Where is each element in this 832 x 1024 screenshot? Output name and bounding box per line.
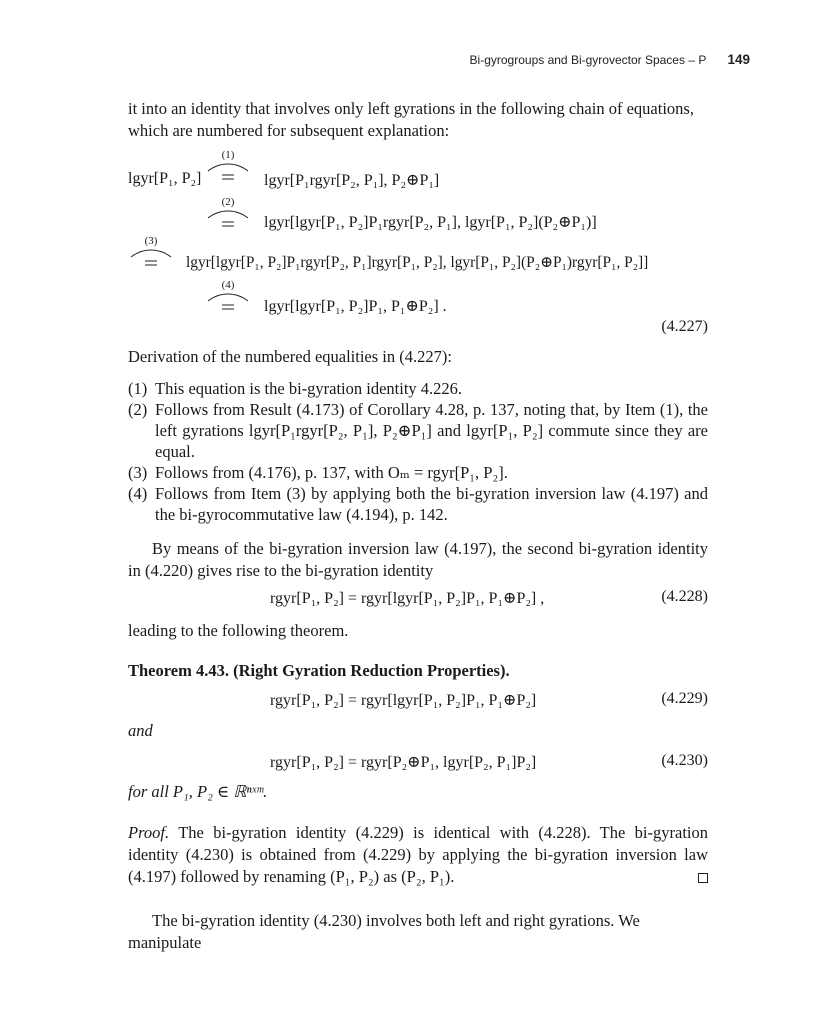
overset-brace-icon xyxy=(205,208,251,232)
overset-label-2: (2) xyxy=(221,196,235,208)
list-item-text: Follows from Item (3) by applying both the bi-gyration inversion law (4.197) and the bi-gyrocommutative law (4.194), p. 142. xyxy=(155,484,708,524)
quantifier-line: for all P₁, P₂ ∈ ℝⁿˣᵐ. xyxy=(128,782,268,801)
equation-number: (4.230) xyxy=(661,752,708,769)
equation-expression: rgyr[P₁, P₂] = rgyr[P₂⊕P₁, lgyr[P₂, P₁]P₂] xyxy=(270,754,537,771)
overset-equal-2 xyxy=(205,197,251,232)
list-item xyxy=(128,483,708,525)
list-item xyxy=(128,462,708,483)
equation-number: (4.228) xyxy=(661,588,708,605)
list-item xyxy=(128,378,708,399)
list-item-label: (1) xyxy=(128,379,148,398)
derivation-list xyxy=(128,378,708,525)
running-title: Bi-gyrogroups and Bi-gyrovector Spaces – P xyxy=(469,53,707,67)
qed-square-icon xyxy=(698,873,708,883)
list-item-label: (4) xyxy=(128,484,148,503)
chain-step-2: lgyr[lgyr[P₁, P₂]P₁rgyr[P₂, P₁], lgyr[P₁, P₂](P₂⊕P₁)] xyxy=(264,214,597,231)
list-item xyxy=(128,399,708,462)
equation-expression: rgyr[P₁, P₂] = rgyr[lgyr[P₁, P₂]P₁, P₁⊕P₂] , xyxy=(270,590,545,607)
chain-step-4: lgyr[lgyr[P₁, P₂]P₁, P₁⊕P₂] . xyxy=(264,298,447,315)
chain-step-3: lgyr[lgyr[P₁, P₂]P₁rgyr[P₂, P₁]rgyr[P₁, P₂], lgyr[P₁, P₂](P₂⊕P₁)rgyr[P₁, P₂]] xyxy=(186,254,649,271)
equation-number-4-227: (4.227) xyxy=(661,318,708,335)
proof-text: The bi-gyration identity (4.229) is identical with (4.228). The bi-gyration identity (4.230) is obtained from (4.229) by applying the bi-gyration inversion law (4.197) followed by renaming (P₁, P₂) as (P₂, P₁). xyxy=(128,823,708,886)
list-item-text: This equation is the bi-gyration identity 4.226. xyxy=(155,379,463,398)
overset-brace-icon xyxy=(205,291,251,315)
proof-label: Proof. xyxy=(128,823,170,842)
overset-equal-1 xyxy=(205,150,251,185)
intro-paragraph: it into an identity that involves only left gyrations in the following chain of equations, which are numbered for subsequent explanation: xyxy=(128,99,694,140)
theorem-title: Theorem 4.43. (Right Gyration Reduction Properties). xyxy=(128,661,510,680)
overset-brace-icon xyxy=(205,161,251,185)
leading-sentence: leading to the following theorem. xyxy=(128,621,349,640)
list-item-text: Follows from Result (4.173) of Corollary 4.28, p. 137, noting that, by Item (1), the left gyrations lgyr[P₁rgyr[P₂, P₁], P₂⊕P₁] and lgyr[P₁, P₂] commute since they are equal. xyxy=(155,400,708,461)
closing-line: The bi-gyration identity (4.230) involves both left and right gyrations. We manipulate xyxy=(128,911,640,952)
list-item-label: (2) xyxy=(128,400,148,419)
overset-label-3: (3) xyxy=(144,235,158,247)
running-header xyxy=(128,52,750,67)
chain-step-1: lgyr[P₁rgyr[P₂, P₁], P₂⊕P₁] xyxy=(264,172,440,189)
overset-label-1: (1) xyxy=(221,149,235,161)
proof-paragraph xyxy=(128,822,708,888)
chain-lhs: lgyr[P₁, P₂] xyxy=(128,170,202,187)
overset-equal-3 xyxy=(128,236,174,271)
equation-number: (4.229) xyxy=(661,690,708,707)
equation-chain-4-227 xyxy=(128,150,708,345)
list-item-label: (3) xyxy=(128,463,148,482)
and-connector: and xyxy=(128,721,153,740)
list-item-text: Follows from (4.176), p. 137, with Oₘ = rgyr[P₁, P₂]. xyxy=(155,463,508,482)
overset-equal-4 xyxy=(205,280,251,315)
derivation-heading: Derivation of the numbered equalities in (4.227): xyxy=(128,347,452,366)
body-paragraph: By means of the bi-gyration inversion law (4.197), the second bi-gyration identity in (4.220) gives rise to the bi-gyration identity xyxy=(128,539,708,580)
page-number: 149 xyxy=(727,52,750,67)
overset-label-4: (4) xyxy=(221,279,235,291)
overset-brace-icon xyxy=(128,247,174,271)
equation-expression: rgyr[P₁, P₂] = rgyr[lgyr[P₁, P₂]P₁, P₁⊕P₂] xyxy=(270,692,537,709)
